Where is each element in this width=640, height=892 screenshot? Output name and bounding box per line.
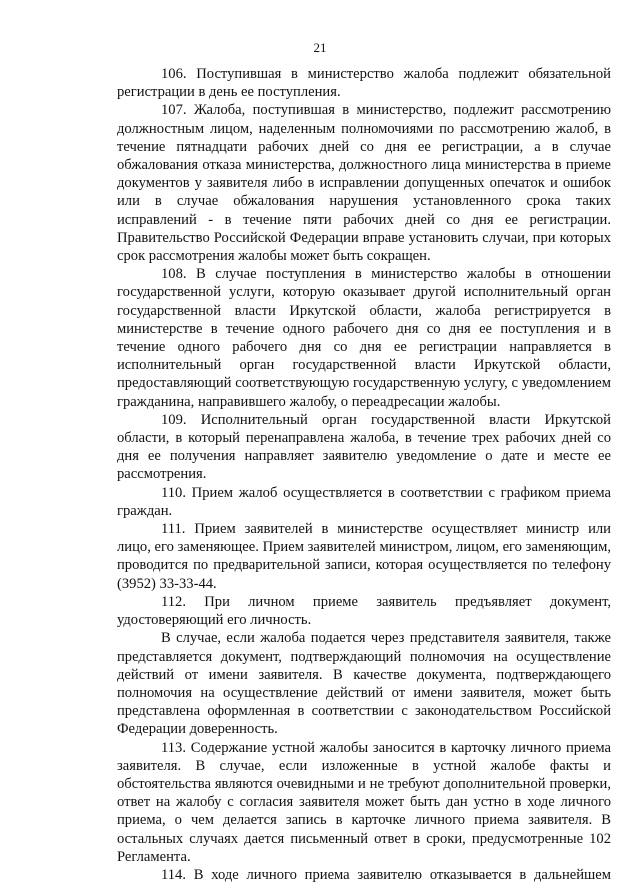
- paragraph-113: 113. Содержание устной жалобы заносится в карточку личного приема заявителя. В случае, если изложенные в устной жалобе факты и обстоятельства являются очевидными и не требуют дополнительной проверки, ответ на жалобу с согласия заявителя может быть дан устно в ходе личного приема, о чем делается запись в карточке личного приема заявителя. В остальных случаях дается письменный ответ в сроки, предусмотренные 102 Регламента.: [117, 739, 611, 865]
- document-body: [117, 65, 611, 884]
- page-number: 21: [313, 40, 327, 55]
- paragraph-108: 108. В случае поступления в министерство жалобы в отношении государственной услуги, которую оказывает другой исполнительный орган государственной власти Иркутской области, жалоба регистрируется в министерстве в течение одного рабочего дня со дня ее поступления и в течение одного рабочего дня со дня ее регистрации направляется в исполнительный орган государственной власти Иркутской области, предоставляющий соответствующую государственную услугу, с уведомлением гражданина, направившего жалобу, о переадресации жалобы.: [117, 266, 611, 410]
- paragraph-109: 109. Исполнительный орган государственной власти Иркутской области, в который перенаправлена жалоба, в течение трех рабочих дней со дня ее получения направляет заявителю уведомление о дате и месте ее рассмотрения.: [117, 411, 611, 483]
- paragraph-106: 106. Поступившая в министерство жалоба подлежит обязательной регистрации в день ее поступления.: [117, 66, 611, 101]
- paragraph-110: 110. Прием жалоб осуществляется в соответствии с графиком приема граждан.: [117, 484, 611, 519]
- paragraph-112-representative: В случае, если жалоба подается через представителя заявителя, также представляется документ, подтверждающий полномочия на осуществление действий от имени заявителя. В качестве документа, подтверждающего полномочия на осуществление действий от имени заявителя, может быть представлена оформленная в соответствии с законодательством Российской Федерации доверенность.: [117, 630, 611, 738]
- paragraph-111: 111. Прием заявителей в министерстве осуществляет министр или лицо, его заменяющее. Прием заявителей министром, лицом, его заменяющим, проводится по предварительной записи, которая осуществляется по телефону (3952) 33-33-44.: [117, 521, 611, 592]
- paragraph-107: 107. Жалоба, поступившая в министерство, подлежит рассмотрению должностным лицом, наделенным полномочиями по рассмотрению жалоб, в течение пятнадцати рабочих дней со дня ее регистрации, а в случае обжалования отказа министерства, должностного лица министерства в приеме документов у заявителя либо в исправлении допущенных опечаток и ошибок или в случае обжалования нарушения установленного срока таких исправлений - в течение пяти рабочих дней со дня ее регистрации. Правительство Российской Федерации вправе установить случаи, при которых срок рассмотрения жалобы может быть сокращен.: [117, 102, 611, 265]
- paragraph-112: 112. При личном приеме заявитель предъявляет документ, удостоверяющий его личность.: [117, 593, 611, 629]
- paragraph-114: 114. В ходе личного приема заявителю отказывается в дальнейшем: [161, 866, 611, 883]
